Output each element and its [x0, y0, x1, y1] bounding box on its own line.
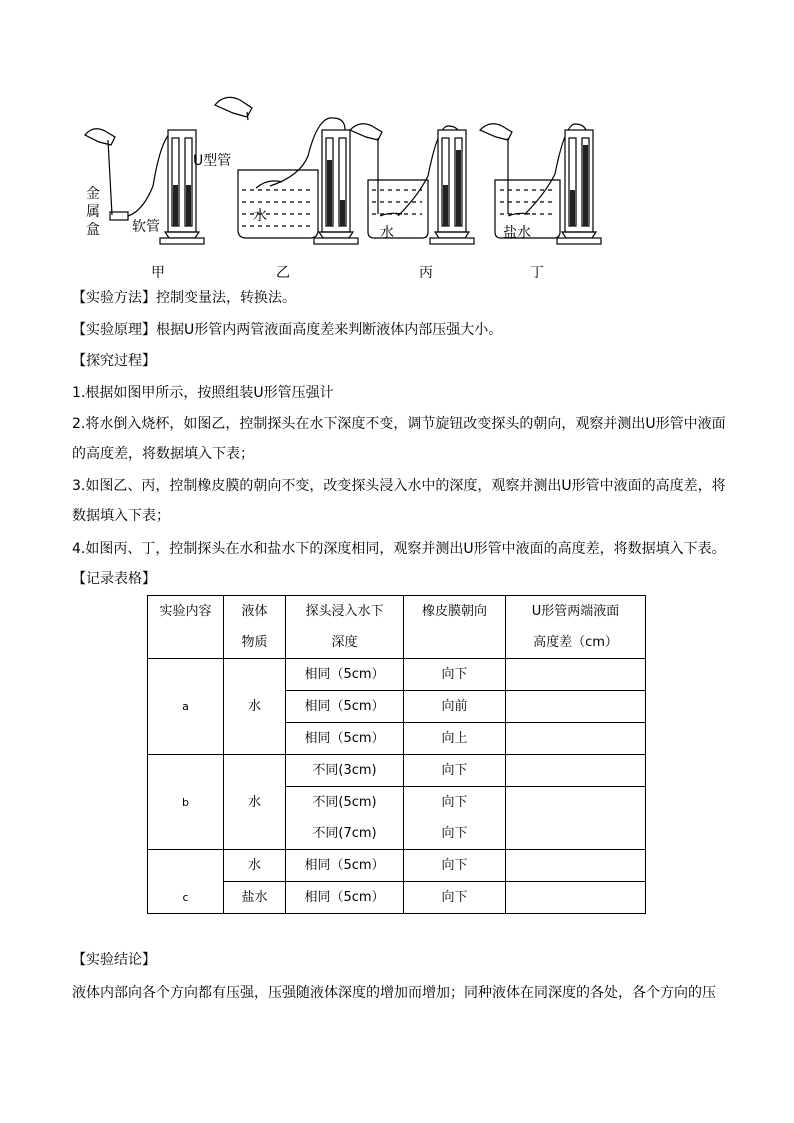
table-row — [148, 755, 646, 787]
orientation-cell: 向下 — [404, 755, 506, 787]
group-c-label: c — [148, 850, 224, 914]
orientation-cell: 向下 — [404, 659, 506, 691]
table-row — [148, 850, 646, 882]
orientation-cell: 向下 — [404, 818, 506, 850]
orientation-cell: 向下 — [404, 850, 506, 882]
group-b-liquid: 水 — [224, 755, 286, 850]
header-content: 实验内容 — [148, 596, 224, 659]
liquid-cell: 水 — [224, 850, 286, 882]
conclusion-title: 【实验结论】 — [72, 952, 156, 968]
depth-cell: 不同(5cm) — [286, 787, 404, 819]
step-4: 4.如图丙、丁，控制探头在水和盐水下的深度相同，观察并测出U形管中液面的高度差，将数据填入下表。 — [72, 541, 726, 557]
method-line: 【实验方法】控制变量法，转换法。 — [72, 290, 296, 306]
header-orientation: 橡皮膜朝向 — [404, 596, 506, 659]
depth-cell: 不同(3cm) — [286, 755, 404, 787]
record-table — [147, 595, 646, 914]
liquid-cell: 盐水 — [224, 882, 286, 914]
caption-bing: 丙 — [419, 265, 433, 281]
setup-ding — [480, 124, 601, 244]
group-a-liquid: 水 — [224, 659, 286, 755]
step-1: 1.根据如图甲所示，按照组装U形管压强计 — [72, 385, 334, 401]
depth-cell: 相同（5cm） — [286, 723, 404, 755]
experiment-figure — [60, 90, 700, 285]
height-diff-cell — [506, 755, 646, 787]
header-depth: 探头浸入水下 深度 — [286, 596, 404, 659]
orientation-cell: 向下 — [404, 882, 506, 914]
orientation-cell: 向上 — [404, 723, 506, 755]
depth-cell: 相同（5cm） — [286, 882, 404, 914]
caption-ding: 丁 — [530, 265, 544, 281]
table-row — [148, 659, 646, 691]
depth-cell: 相同（5cm） — [286, 659, 404, 691]
setup-yi — [215, 97, 358, 244]
depth-cell: 相同（5cm） — [286, 691, 404, 723]
height-diff-cell — [506, 659, 646, 691]
depth-cell: 相同（5cm） — [286, 850, 404, 882]
height-diff-cell — [506, 850, 646, 882]
height-diff-cell — [506, 882, 646, 914]
height-diff-cell — [506, 787, 646, 850]
height-diff-cell — [506, 723, 646, 755]
group-b-label: b — [148, 755, 224, 850]
water-label-yi: 水 — [253, 208, 267, 224]
header-height-diff: U形管两端液面 高度差（cm） — [506, 596, 646, 659]
salt-water-label: 盐水 — [503, 225, 531, 241]
orientation-cell: 向前 — [404, 691, 506, 723]
table-header-row — [148, 596, 646, 659]
metal-box-label-2: 属 — [86, 204, 100, 220]
principle-line: 【实验原理】根据U形管内两管液面高度差来判断液体内部压强大小。 — [72, 322, 503, 338]
group-a-label: a — [148, 659, 224, 755]
step-3: 3.如图乙、丙，控制橡皮膜的朝向不变，改变探头浸入水中的深度，观察并测出U形管中液面的高度差，将数据填入下表； — [72, 478, 726, 524]
depth-cell: 不同(7cm) — [286, 818, 404, 850]
orientation-cell: 向下 — [404, 787, 506, 819]
water-label-bing: 水 — [380, 225, 394, 241]
step-2: 2.将水倒入烧杯，如图乙，控制探头在水下深度不变，调节旋钮改变探头的朝向，观察并测出U形管中液面的高度差，将数据填入下表； — [72, 416, 726, 462]
conclusion-text: 液体内部向各个方向都有压强，压强随液体深度的增加而增加；同种液体在同深度的各处，各个方向的压 — [72, 985, 716, 1001]
metal-box-label-1: 金 — [86, 186, 100, 202]
process-title: 【探究过程】 — [72, 353, 156, 369]
height-diff-cell — [506, 691, 646, 723]
u-tube-label: U型管 — [193, 153, 232, 169]
table-title: 【记录表格】 — [72, 571, 156, 587]
metal-box-label-3: 盒 — [86, 222, 100, 238]
soft-tube-label: 软管 — [132, 219, 160, 235]
caption-yi: 乙 — [276, 265, 290, 281]
header-liquid: 液体 物质 — [224, 596, 286, 659]
caption-jia: 甲 — [151, 265, 165, 281]
setup-bing — [350, 124, 474, 244]
